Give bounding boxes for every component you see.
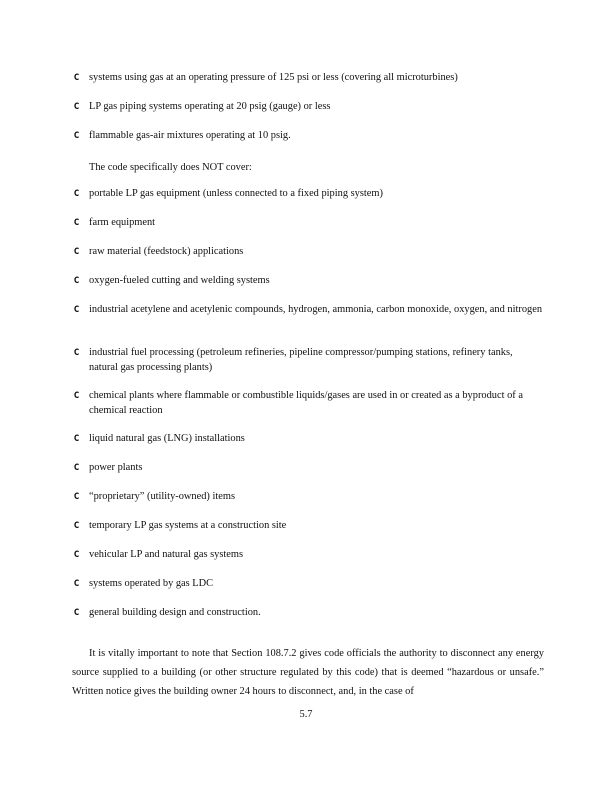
list-item xyxy=(74,215,544,230)
bullet-marker: C xyxy=(74,434,80,444)
list-item-text: portable LP gas equipment (unless connected to a fixed piping system) xyxy=(89,188,383,199)
list-item xyxy=(74,345,544,375)
closing-paragraph: It is vitally important to note that Section 108.7.2 gives code officials the authority to disconnect any energy source supplied to a building (or other structure regulated by this code) that is deemed “hazardous or unsafe.” Written notice gives the building owner 24 hours to disconnect, and, in the case of xyxy=(72,648,544,698)
bullet-marker: C xyxy=(74,189,80,199)
list-item-text: industrial fuel processing (petroleum refineries, pipeline compressor/pumping stations, refinery tanks, natural gas processing plants) xyxy=(89,347,513,373)
bullet-marker: C xyxy=(74,73,80,83)
list-item-text: oxygen-fueled cutting and welding systems xyxy=(89,275,270,286)
bullet-marker: C xyxy=(74,492,80,502)
list-item xyxy=(74,518,544,533)
list-item xyxy=(74,388,544,418)
bullet-marker: C xyxy=(74,608,80,618)
bullet-marker: C xyxy=(74,550,80,560)
list-item xyxy=(74,302,544,317)
bullet-marker: C xyxy=(74,579,80,589)
list-item xyxy=(74,605,544,620)
list-item-text: vehicular LP and natural gas systems xyxy=(89,549,243,560)
bullet-marker: C xyxy=(74,131,80,141)
list-item xyxy=(74,460,544,475)
list-item-text: raw material (feedstock) applications xyxy=(89,246,244,257)
bullet-marker: C xyxy=(74,463,80,473)
list-item-text: farm equipment xyxy=(89,217,156,228)
bullet-marker: C xyxy=(74,247,80,257)
bullet-marker: C xyxy=(74,521,80,531)
list-item-text: systems using gas at an operating pressure of 125 psi or less (covering all microturbines) xyxy=(89,72,458,83)
not-covered-intro: The code specifically does NOT cover: xyxy=(89,162,252,173)
list-item-text: liquid natural gas (LNG) installations xyxy=(89,433,245,444)
list-item xyxy=(74,576,544,591)
list-item-text: flammable gas-air mixtures operating at 10 psig. xyxy=(89,130,291,141)
bullet-marker: C xyxy=(74,218,80,228)
list-item-text: industrial acetylene and acetylenic compounds, hydrogen, ammonia, carbon monoxide, oxygen, and nitrogen xyxy=(89,304,543,315)
list-item xyxy=(74,186,544,201)
list-item xyxy=(74,273,544,288)
page-number: 5.7 xyxy=(299,709,313,720)
list-item-text: LP gas piping systems operating at 20 psig (gauge) or less xyxy=(89,101,331,112)
list-item-text: power plants xyxy=(89,462,143,473)
bullet-marker: C xyxy=(74,276,80,286)
bullet-marker: C xyxy=(74,348,80,358)
list-item-text: general building design and construction. xyxy=(89,607,261,618)
list-item-text: “proprietary” (utility-owned) items xyxy=(89,491,235,502)
list-item-text: systems operated by gas LDC xyxy=(89,578,214,589)
bullet-marker: C xyxy=(74,391,80,401)
list-item xyxy=(74,489,544,504)
list-item xyxy=(74,547,544,562)
list-item xyxy=(74,431,544,446)
bullet-marker: C xyxy=(74,305,80,315)
list-item xyxy=(74,244,544,259)
bullet-marker: C xyxy=(74,102,80,112)
list-item-text: chemical plants where flammable or combustible liquids/gases are used in or created as a byproduct of a chemical reaction xyxy=(89,390,523,416)
list-item-text: temporary LP gas systems at a construction site xyxy=(89,520,287,531)
